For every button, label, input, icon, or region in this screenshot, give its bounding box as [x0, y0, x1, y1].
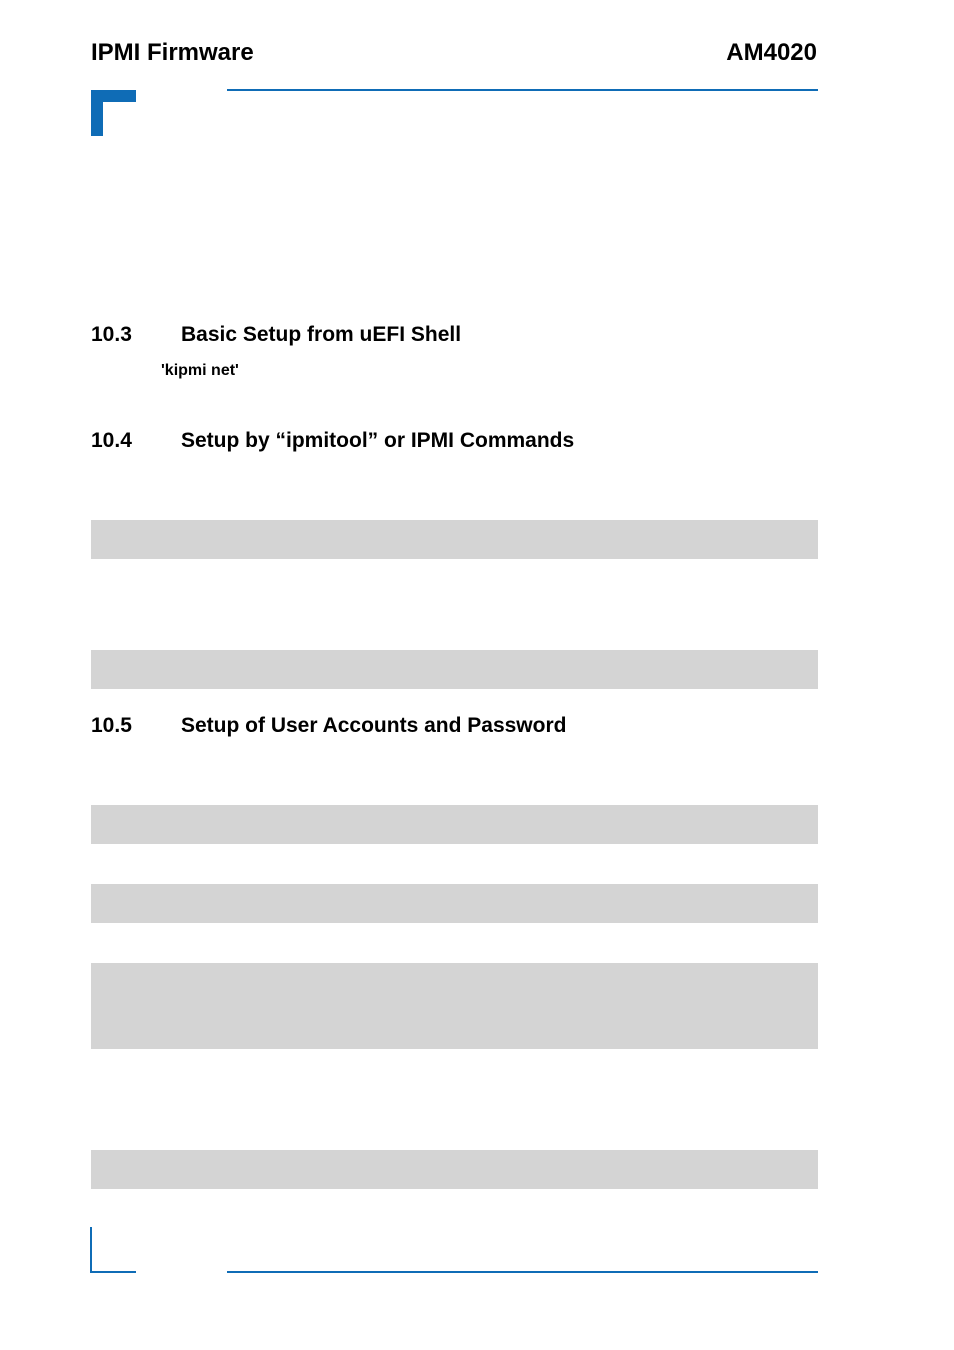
corner-mark-bottom-vertical — [90, 1227, 92, 1273]
corner-mark-top-vertical — [91, 90, 103, 136]
page-header-title: IPMI Firmware — [91, 39, 254, 66]
section-10-4-heading — [91, 428, 574, 454]
section-title: Setup of User Accounts and Password — [181, 714, 567, 737]
code-block — [91, 963, 818, 1049]
page-header-product: AM4020 — [726, 39, 817, 66]
section-10-3-heading — [91, 322, 461, 348]
section-number: 10.3 — [91, 323, 132, 346]
code-block — [91, 805, 818, 844]
corner-mark-bottom-horizontal — [90, 1271, 136, 1273]
command-kipmi-net: 'kipmi net' — [161, 362, 239, 379]
footer-rule — [227, 1271, 818, 1273]
section-title: Setup by “ipmitool” or IPMI Commands — [181, 429, 575, 452]
header-rule — [227, 89, 818, 91]
section-10-5-heading — [91, 713, 566, 739]
section-title: Basic Setup from uEFI Shell — [181, 323, 462, 346]
code-block — [91, 884, 818, 923]
code-block — [91, 1150, 818, 1189]
code-block — [91, 520, 818, 559]
code-block — [91, 650, 818, 689]
section-number: 10.5 — [91, 714, 132, 737]
section-number: 10.4 — [91, 429, 132, 452]
